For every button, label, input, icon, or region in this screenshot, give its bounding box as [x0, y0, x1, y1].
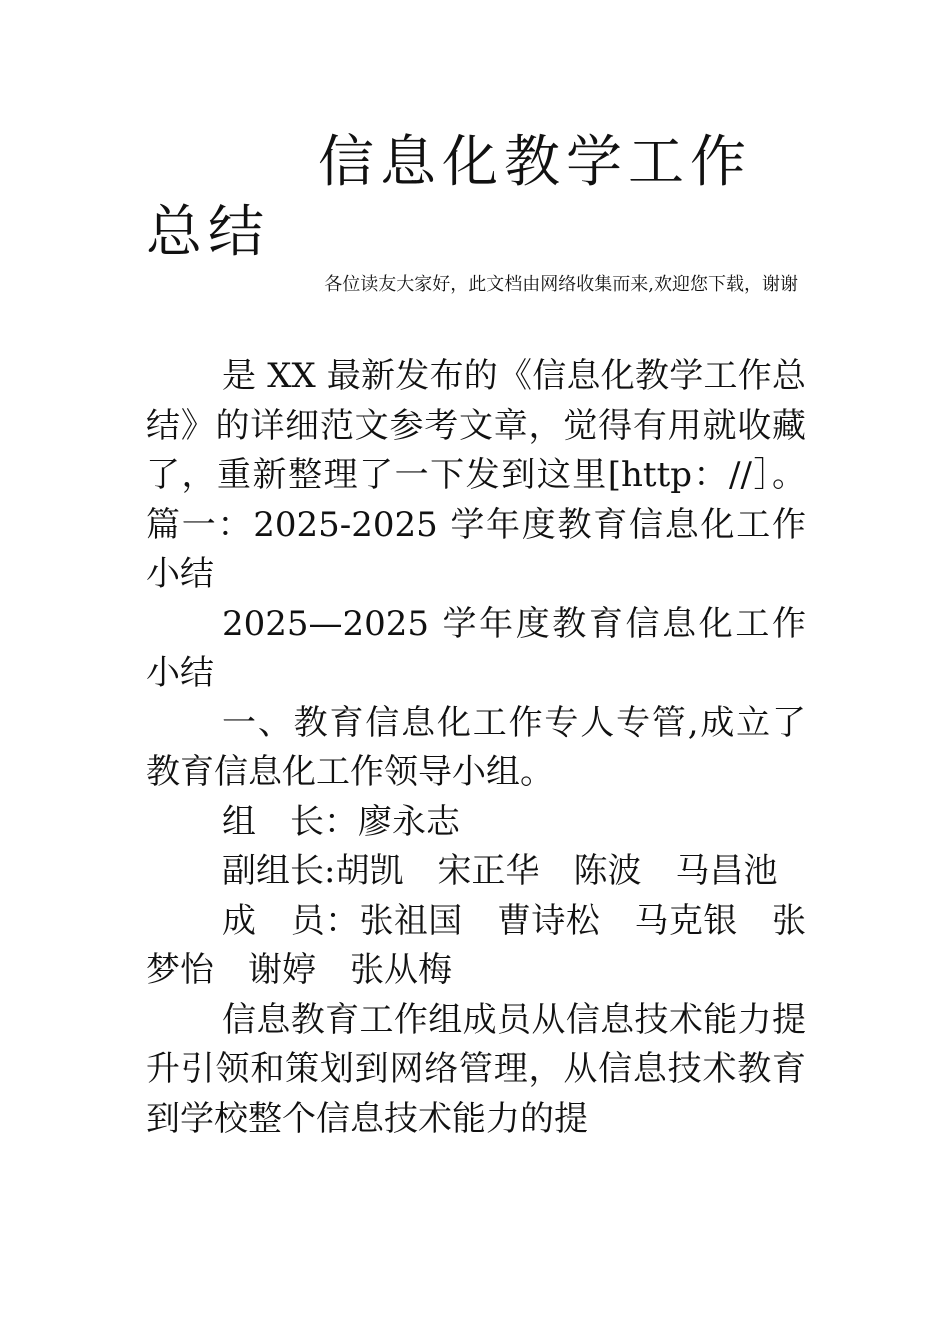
paragraph-subtitle: 2025—2025 学年度教育信息化工作小结 [146, 603, 806, 693]
document-body [146, 352, 806, 1144]
paragraph-deputy-leaders: 副组长:胡凯 宋正华 陈波 马昌池 [222, 851, 778, 891]
paragraph-section-one: 一、教育信息化工作专人专管,成立了教育信息化工作领导小组。 [146, 702, 806, 792]
paragraph-team-description: 信息教育工作组成员从信息技术能力提升引领和策划到网络管理，从信息技术教育到学校整个信息技术能力的提 [146, 999, 806, 1139]
paragraph-leader: 组 长：廖永志 [222, 801, 460, 842]
paragraph-members: 成 员：张祖国 曹诗松 马克银 张梦怡 谢婷 张从梅 [146, 900, 806, 990]
document-title: 信息化教学工作总结 [146, 130, 752, 265]
paragraph-intro: 是 XX 最新发布的《信息化教学工作总结》的详细范文参考文章，觉得有用就收藏了，重新整理了一下发到这里[http：//］。篇一：2025-2025 学年度教育信息化工作小结 [146, 356, 806, 594]
download-notice: 各位读友大家好，此文档由网络收集而来,欢迎您下载，谢谢 [324, 274, 798, 295]
